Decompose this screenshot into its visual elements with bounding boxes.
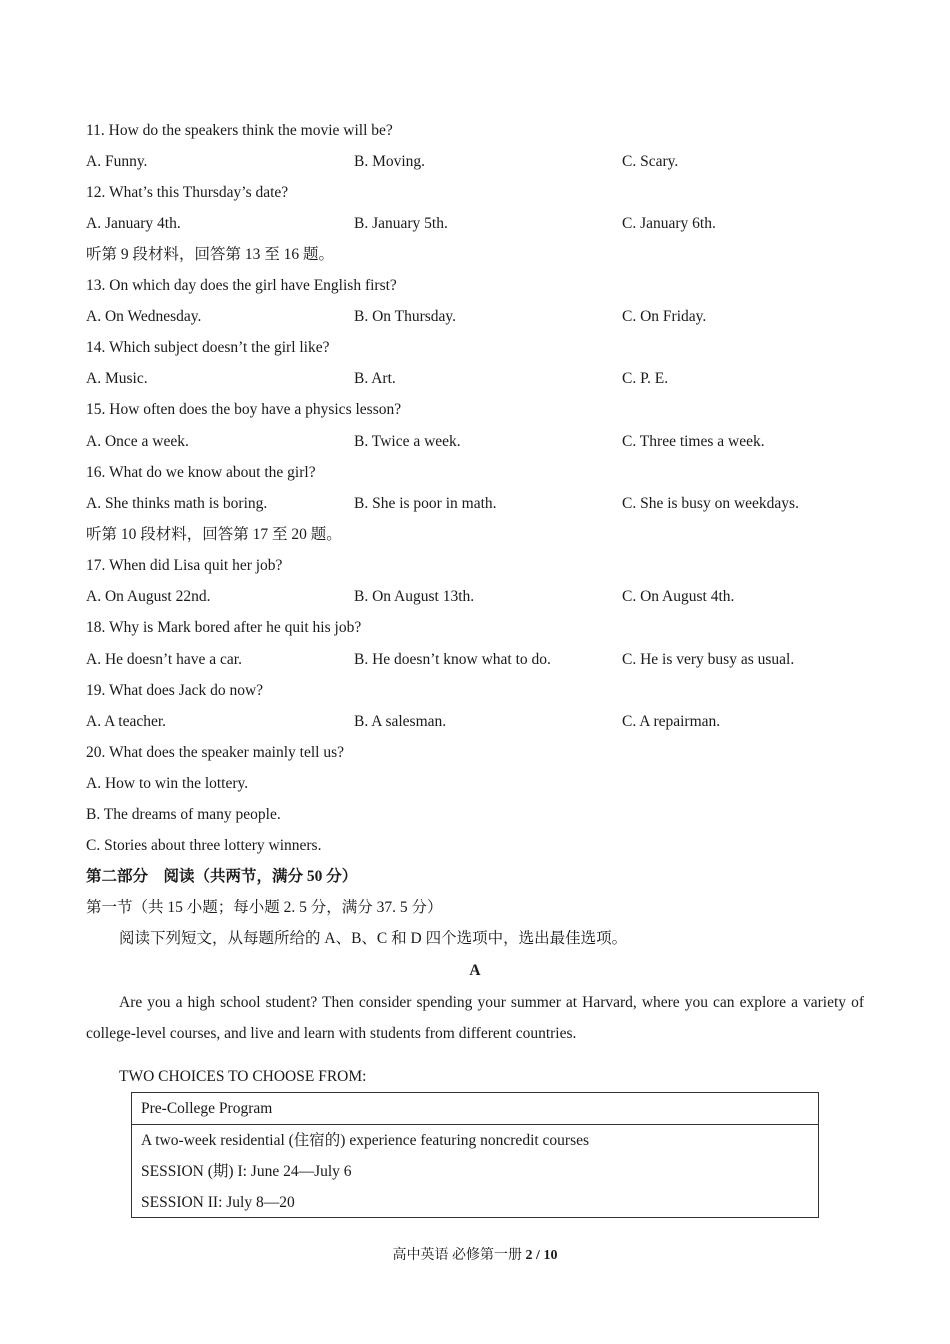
- question-13-option-b: B. On Thursday.: [354, 308, 457, 325]
- question-11-stem: 11. How do the speakers think the movie will be?: [86, 122, 393, 139]
- question-18-stem: 18. Why is Mark bored after he quit his job?: [86, 619, 362, 636]
- passage-paragraph: [86, 987, 864, 1049]
- program-table-row: SESSION II: July 8—20: [141, 1194, 295, 1211]
- question-19-stem: 19. What does Jack do now?: [86, 682, 264, 699]
- question-14-stem: 14. Which subject doesn’t the girl like?: [86, 339, 330, 356]
- footer-page-total: 10: [543, 1248, 558, 1263]
- question-12-stem: 12. What’s this Thursday’s date?: [86, 184, 289, 201]
- section-1-title: 第一节（共 15 小题；每小题 2. 5 分，满分 37. 5 分）: [86, 899, 443, 916]
- question-16-option-b: B. She is poor in math.: [354, 495, 497, 512]
- question-15-option-a: A. Once a week.: [86, 433, 189, 450]
- question-12-option-b: B. January 5th.: [354, 215, 448, 232]
- program-table-row: A two-week residential (住宿的) experience featuring noncredit courses: [141, 1132, 590, 1149]
- page-footer: [0, 1246, 950, 1266]
- question-19-option-b: B. A salesman.: [354, 713, 447, 730]
- question-11-option-a: A. Funny.: [86, 153, 148, 170]
- question-20-option-a: A. How to win the lottery.: [86, 775, 249, 792]
- passage-letter: A: [469, 962, 481, 979]
- footer-separator: /: [532, 1248, 544, 1263]
- question-16-stem: 16. What do we know about the girl?: [86, 464, 316, 481]
- question-11-option-b: B. Moving.: [354, 153, 426, 170]
- question-13-option-a: A. On Wednesday.: [86, 308, 202, 325]
- footer-subject: 高中英语 必修第一册: [392, 1248, 526, 1263]
- section-9-instruction: 听第 9 段材料，回答第 13 至 16 题。: [86, 246, 335, 263]
- question-19-option-a: A. A teacher.: [86, 713, 167, 730]
- question-19-option-c: C. A repairman.: [622, 713, 721, 730]
- passage-text: Are you a high school student? Then consider spending your summer at Harvard, where you can explore a variety of college-level courses, and live and learn with students from different countries.: [86, 994, 864, 1042]
- choices-heading: TWO CHOICES TO CHOOSE FROM:: [119, 1068, 367, 1085]
- question-13-stem: 13. On which day does the girl have English first?: [86, 277, 397, 294]
- question-20-stem: 20. What does the speaker mainly tell us?: [86, 744, 344, 761]
- part-2-title: 第二部分 阅读（共两节，满分 50 分）: [86, 868, 358, 885]
- question-16-option-a: A. She thinks math is boring.: [86, 495, 268, 512]
- question-17-stem: 17. When did Lisa quit her job?: [86, 557, 283, 574]
- question-17-option-b: B. On August 13th.: [354, 588, 475, 605]
- question-17-option-a: A. On August 22nd.: [86, 588, 211, 605]
- question-16-option-c: C. She is busy on weekdays.: [622, 495, 799, 512]
- question-14-option-c: C. P. E.: [622, 370, 669, 387]
- question-15-option-b: B. Twice a week.: [354, 433, 461, 450]
- reading-instruction: 阅读下列短文，从每题所给的 A、B、C 和 D 四个选项中，选出最佳选项。: [119, 930, 628, 947]
- program-table-header: Pre-College Program: [141, 1100, 273, 1117]
- question-15-stem: 15. How often does the boy have a physics lesson?: [86, 401, 402, 418]
- question-18-option-b: B. He doesn’t know what to do.: [354, 651, 551, 668]
- question-20-option-b: B. The dreams of many people.: [86, 806, 281, 823]
- program-table-header-row: [132, 1093, 818, 1125]
- question-15-option-c: C. Three times a week.: [622, 433, 765, 450]
- question-13-option-c: C. On Friday.: [622, 308, 707, 325]
- footer-page-number: 2: [525, 1248, 533, 1263]
- question-12-option-a: A. January 4th.: [86, 215, 181, 232]
- question-18-option-a: A. He doesn’t have a car.: [86, 651, 242, 668]
- question-18-option-c: C. He is very busy as usual.: [622, 651, 795, 668]
- question-11-option-c: C. Scary.: [622, 153, 679, 170]
- question-14-option-a: A. Music.: [86, 370, 148, 387]
- question-17-option-c: C. On August 4th.: [622, 588, 735, 605]
- question-14-option-b: B. Art.: [354, 370, 396, 387]
- program-table: [131, 1092, 819, 1218]
- question-12-option-c: C. January 6th.: [622, 215, 716, 232]
- section-10-instruction: 听第 10 段材料，回答第 17 至 20 题。: [86, 526, 342, 543]
- program-table-row: SESSION (期) I: June 24—July 6: [141, 1163, 352, 1180]
- question-20-option-c: C. Stories about three lottery winners.: [86, 837, 322, 854]
